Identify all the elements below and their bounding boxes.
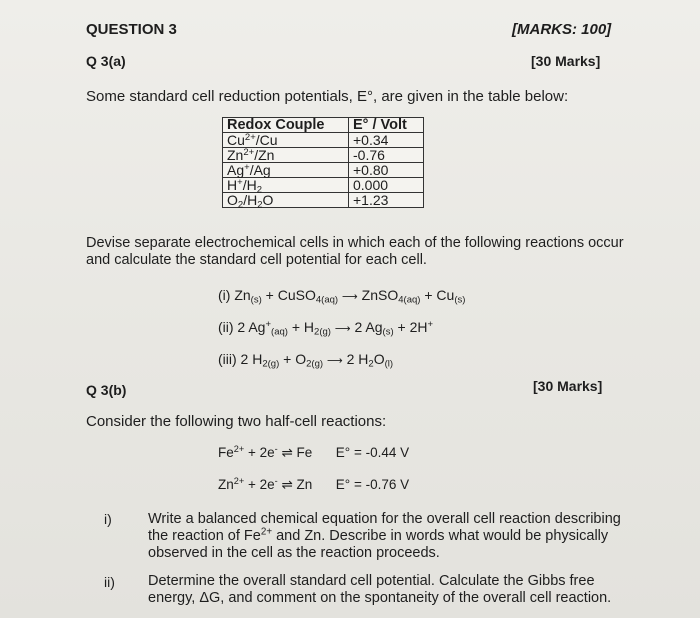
reaction-label: (iii) bbox=[218, 351, 237, 367]
question-ii-text bbox=[148, 573, 611, 607]
potential-cell: +0.34 bbox=[349, 133, 424, 148]
table-header-row bbox=[223, 118, 424, 133]
part-b-marks: [30 Marks] bbox=[533, 378, 603, 394]
part-a-instruction bbox=[86, 235, 624, 269]
redox-couple-cell: $Cu^{2+}/Cu$ bbox=[223, 133, 349, 148]
redox-couple-cell: Ag+/Ag bbox=[223, 163, 349, 178]
redox-couple-cell: $H^+/H_2$ bbox=[223, 178, 349, 193]
reaction-label: (ii) bbox=[218, 319, 234, 335]
reaction-1: (i) $Zn_{(s)}$ + CuSO$_{4(aq)}$ ⟶ ZnSO$_{4(aq)}$ + $Cu_{(s)}$ bbox=[218, 287, 466, 306]
question-number: i) bbox=[104, 511, 112, 527]
reaction-2: (ii) 2 $Ag^+_{(aq)} + H_{2(g)}$ ⟶ 2 $Ag_{(s)} + 2H^+$ bbox=[218, 318, 434, 338]
instruction-line: Devise separate electrochemical cells in which each of the following reactions occur bbox=[86, 235, 624, 251]
instruction-line: and calculate the standard cell potential for each cell. bbox=[86, 252, 427, 268]
question-line: the reaction of $Fe^{2+}$ and Zn. Describe in words what would be physically bbox=[148, 526, 609, 544]
half-cell-potential: E° = -0.76 V bbox=[335, 477, 410, 492]
part-b-label: Q 3(b) bbox=[86, 382, 127, 398]
table-row bbox=[223, 163, 424, 178]
table-header-cell: E° / Volt bbox=[349, 118, 424, 133]
redox-couple-cell: $O_2/H_2O$ bbox=[223, 193, 349, 208]
question-number: ii) bbox=[104, 574, 115, 590]
potential-cell: 0.000 bbox=[349, 178, 424, 193]
potential-cell: -0.76 bbox=[349, 148, 424, 163]
part-b-intro: Consider the following two half-cell reactions: bbox=[86, 413, 387, 430]
half-cell-2: $Zn^{2+} + 2e^-$ ⇌ Zn E° = -0.76 V bbox=[218, 475, 410, 492]
table-row bbox=[223, 133, 424, 148]
half-cell-potential: E° = -0.44 V bbox=[335, 445, 410, 460]
question-line: Write a balanced chemical equation for the overall cell reaction describing bbox=[148, 511, 621, 527]
redox-couple-cell: $Zn^{2+}/Zn$ bbox=[223, 148, 349, 163]
part-a-intro: Some standard cell reduction potentials, E°, are given in the table below: bbox=[86, 88, 569, 105]
reaction-label: (i) bbox=[218, 287, 231, 303]
question-line: Determine the overall standard cell potential. Calculate the Gibbs free bbox=[148, 573, 595, 589]
question-i-text bbox=[148, 511, 621, 562]
question-line: observed in the cell as the reaction proceeds. bbox=[148, 545, 440, 561]
total-marks: [MARKS: 100] bbox=[512, 21, 612, 38]
table-row bbox=[223, 148, 424, 163]
potential-cell: +0.80 bbox=[349, 163, 424, 178]
potential-cell: +1.23 bbox=[349, 193, 424, 208]
part-a-marks: [30 Marks] bbox=[531, 53, 601, 69]
question-line: energy, ΔG, and comment on the spontaneity of the overall cell reaction. bbox=[148, 590, 612, 606]
part-a-label: Q 3(a) bbox=[86, 53, 126, 69]
question-title: QUESTION 3 bbox=[86, 21, 177, 38]
reduction-potentials-table bbox=[222, 117, 424, 211]
reaction-3: (iii) 2 $H_{2(g)} + O_{2(g)}$ ⟶ 2 $H_2O_{(l)}$ bbox=[218, 351, 394, 370]
table-row bbox=[223, 193, 424, 208]
half-cell-1: $Fe^{2+} + 2e^-$ ⇌ Fe E° = -0.44 V bbox=[218, 443, 410, 460]
table-row bbox=[223, 178, 424, 193]
table-header-cell: Redox Couple bbox=[223, 118, 349, 133]
